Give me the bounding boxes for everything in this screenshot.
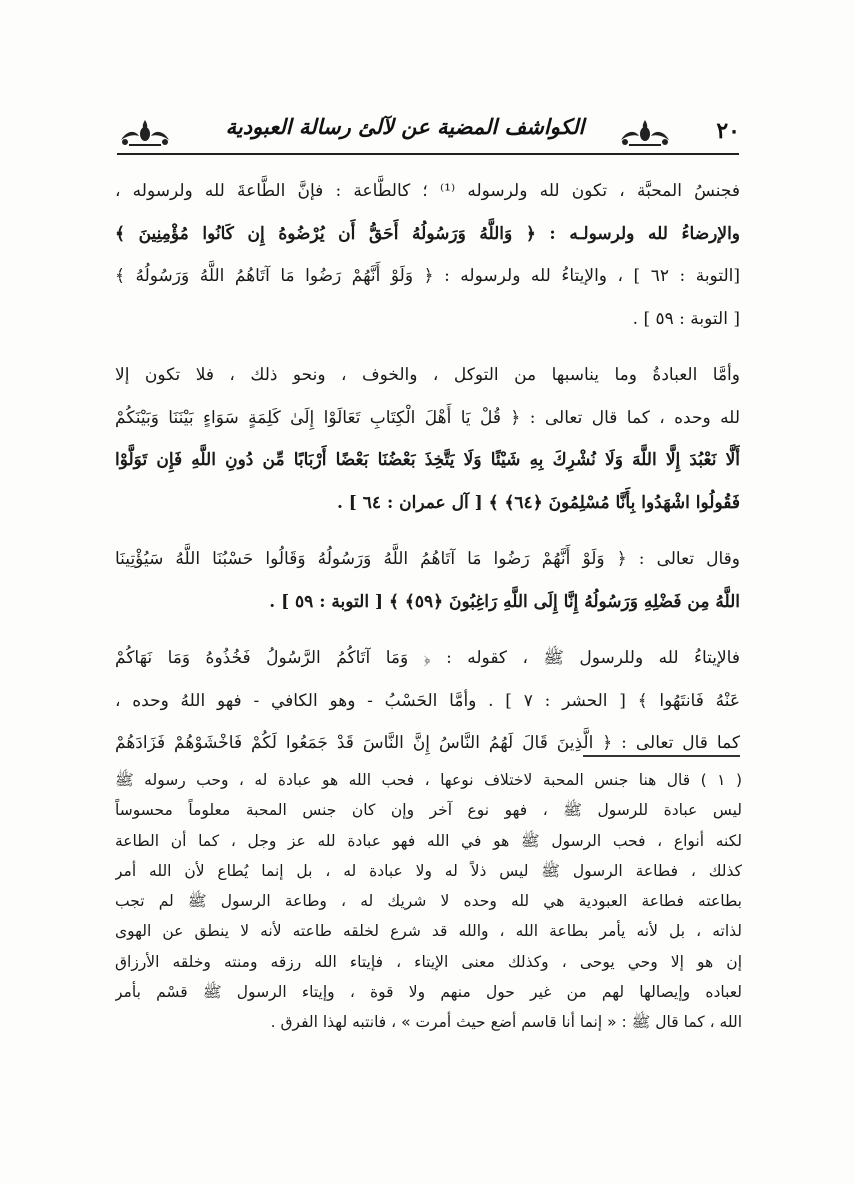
footnote-line: ( ١ ) قال هنا جنس المحبة لاختلاف نوعها ، فحب الله هو عبادة له ، وحب رسوله ﷺ: [115, 771, 742, 789]
page-number: ٢٠: [716, 118, 740, 144]
footnote-line: لكنه أنواع ، فحب الرسول ﷺ هو في الله فهو عبادة لله عز وجل ، كما أن الطاعة: [115, 831, 742, 850]
text-line: أَلَّا نَعْبُدَ إِلَّا اللَّهَ وَلَا نُشْرِكَ بِهِ شَيْئًا وَلَا يَتَّخِذَ بَعْضُنَا بَعْضًا أَرْبَابًا مِّن دُونِ اللَّهِ فَإِن تَوَلَّوْا: [115, 450, 740, 470]
footnote-line: كذلك ، فطاعة الرسول ﷺ ليس ذلاً له ولا عبادة له ، بل إنما يُطاع لأن الله أمر: [115, 861, 742, 880]
text-line: [التوبة : ٦٢ ] ، والإيتاءُ لله ولرسوله : ﴿ وَلَوْ أَنَّهُمْ رَضُوا مَا آتَاهُمُ اللَّهُ وَرَسُولُهُ ﴾: [115, 266, 740, 286]
footnotes: [115, 765, 742, 1038]
floral-ornament-icon: [615, 116, 675, 146]
text-line: والإرضاءُ لله ولرسولـه : ﴿ وَاللَّهُ وَرَسُولُهُ أَحَقُّ أَن يُرْضُوهُ إِن كَانُوا مُؤْمِنِينَ ﴾: [115, 223, 740, 244]
paragraph: [115, 637, 740, 765]
text-line: عَنْهُ فَانتَهُوا ﴾ [ الحشر : ٧ ] . وأمَّا الحَسْبُ - وهو الكافي - فهو اللهُ وحده ،: [115, 690, 740, 711]
text-line: كما قال تعالى : ﴿ الَّذِينَ قَالَ لَهُمُ النَّاسُ إِنَّ النَّاسَ قَدْ جَمَعُوا لَكُمْ فَاخْشَوْهُمْ فَزَادَهُمْ: [115, 733, 740, 753]
text-line: فَقُولُوا اشْهَدُوا بِأَنَّا مُسْلِمُونَ ﴿٦٤﴾ ﴾ [ آل عمران : ٦٤ ] .: [336, 492, 740, 513]
footnote-line: إن هو إلا وحي يوحى ، وكذلك معنى الإيتاء ، فإيتاء الله رزقه ومنته وخلقه الأرزاق: [115, 952, 742, 971]
paragraph: [115, 170, 740, 340]
text-line: لله وحده ، كما قال تعالى : ﴿ قُلْ يَا أَهْلَ الْكِتَابِ تَعَالَوْا إِلَىٰ كَلِمَةٍ سَوَاءٍ بَيْنَنَا وَبَيْنَكُمْ: [115, 407, 740, 428]
paragraph: [115, 354, 740, 524]
footnote-line: ليس عبادة للرسول ﷺ ، فهو نوع آخر وإن كان جنس المحبة معلوماً محسوساً: [115, 801, 742, 820]
text-line: فجنسُ المحبَّة ، تكون لله ولرسوله ⁽¹⁾ ؛ كالطَّاعة : فإنَّ الطَّاعةَ لله ولرسوله ،: [115, 181, 740, 201]
header-divider: [117, 153, 739, 155]
text-line: اللَّهُ مِن فَضْلِهِ وَرَسُولُهُ إِنَّا إِلَى اللَّهِ رَاغِبُونَ ﴿٥٩﴾ ﴾ [ التوبة : ٥٩ ] .: [269, 591, 740, 612]
text-line: [ التوبة : ٥٩ ] .: [632, 308, 740, 329]
text-line: فالإيتاءُ لله وللرسول ﷺ ، كقوله : ﴿ وَمَا آتَاكُمُ الرَّسُولُ فَخُذُوهُ وَمَا نَهَاكُمْ: [115, 648, 740, 668]
footnote-divider: [583, 755, 740, 757]
footnote-line: لعباده وإيصالها لهم من غير حول منهم ولا قوة ، وإيتاء الرسول ﷺ قسْم بأمر: [115, 983, 742, 1002]
floral-ornament-icon: [115, 116, 175, 146]
page-header: [115, 108, 740, 154]
paragraph: [115, 538, 740, 623]
footnote-line: الله ، كما قال ﷺ : « إنما أنا قاسم أضع حيث أمرت » ، فانتبه لهذا الفرق .: [270, 1013, 742, 1032]
footnote-line: بطاعته فطاعة العبودية هي لله وحده لا شريك له ، وطاعة الرسول ﷺ لم تجب: [115, 892, 742, 911]
text-line: وقال تعالى : ﴿ وَلَوْ أَنَّهُمْ رَضُوا مَا آتَاهُمُ اللَّهُ وَرَسُولُهُ وَقَالُوا حَسْبُنَا اللَّهُ سَيُؤْتِينَا: [115, 549, 740, 569]
running-title: الكواشف المضية عن لآلئ رسالة العبودية: [225, 114, 585, 139]
text-line: وأمَّا العبادةُ وما يناسبها من التوكل ، والخوف ، ونحو ذلك ، فلا تكون إلا: [115, 365, 740, 385]
main-text: [115, 170, 740, 765]
footnote-line: لذاته ، بل لأنه يأمر بطاعة الله ، والله قد شرع لخلقه طاعته لأنه لا ينطق عن الهوى: [115, 922, 742, 941]
